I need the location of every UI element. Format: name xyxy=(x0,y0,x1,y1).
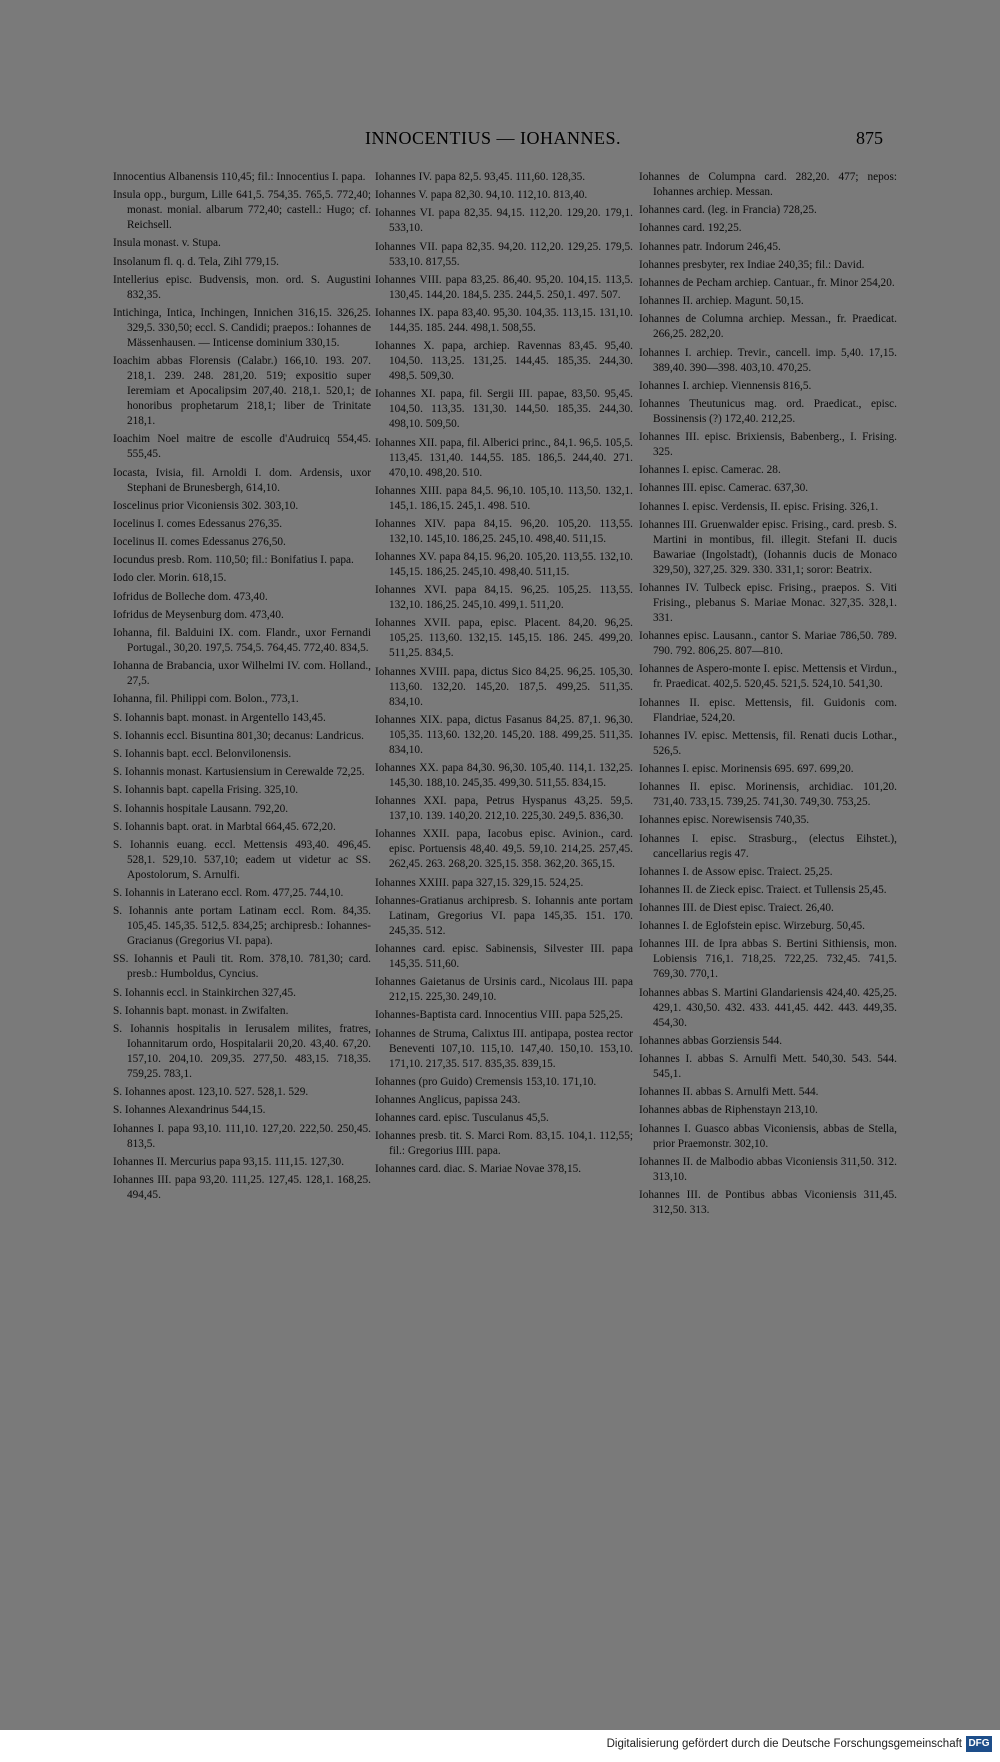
index-entry: Iohannes I. Guasco abbas Viconiensis, abbas de Stella, prior Praemonstr. 302,10. xyxy=(639,1122,897,1150)
index-entry: Insolanum fl. q. d. Tela, Zihl 779,15. xyxy=(113,255,279,268)
index-entry: Iohannes II. Mercurius papa 93,15. 111,15. 127,30. xyxy=(113,1155,345,1168)
index-entry: Iohannes de Columna archiep. Messan., fr. Praedicat. 266,25. 282,20. xyxy=(639,313,897,341)
index-entry: Iohannes episc. Norewisensis 740,35. xyxy=(639,814,810,827)
index-entry: Iohannes de Pecham archiep. Cantuar., fr. Minor 254,20. xyxy=(639,276,895,289)
footer-bar xyxy=(0,1730,1000,1762)
index-entry: Iohannes card. episc. Sabinensis, Silvester III. papa 145,35. 511,60. xyxy=(375,942,633,970)
index-entry: Iohannes-Baptista card. Innocentius VIII. papa 525,25. xyxy=(375,1009,623,1022)
index-entry: Iohannes abbas de Riphenstayn 213,10. xyxy=(639,1104,818,1117)
index-entry: Iohannes III. episc. Brixiensis, Babenberg., I. Frising. 325. xyxy=(639,431,897,459)
index-entry: Iohannes presb. tit. S. Marci Rom. 83,15. 104,1. 112,55; fil.: Gregorius IIII. papa. xyxy=(375,1130,633,1158)
index-entry: Iohannes III. Gruenwalder episc. Frising., card. presb. S. Martini in montibus, fil. illegit. Stefani II. ducis Bawariae (Ingolstadt), (Iohannis ducis de Monaco 329,50), 327,25. 329. 330. 331,1; soror: Beatrix. xyxy=(639,518,897,576)
index-entry: Iocelinus I. comes Edessanus 276,35. xyxy=(113,517,283,530)
index-entry: Iohannes card. diac. S. Mariae Novae 378,15. xyxy=(375,1163,582,1176)
index-entry: S. Iohannis hospitalis in Ierusalem milites, fratres, Iohannitarum ordo, Hospitalarii 20,20. 43,40. 67,20. 157,10. 204,10. 209,35. 277,50. 483,15. 718,35. 759,25. 783,1. xyxy=(113,1023,371,1080)
index-entry: Iohannes III. episc. Camerac. 637,30. xyxy=(639,482,809,495)
index-entry: Iohannes I. de Eglofstein episc. Wirzeburg. 50,45. xyxy=(639,920,865,933)
index-entry: Iohannes I. abbas S. Arnulfi Mett. 540,30. 543. 544. 545,1. xyxy=(639,1053,897,1080)
index-entry: Iohannes XXIII. papa 327,15. 329,15. 524,25. xyxy=(375,876,584,889)
index-entry: Iocelinus II. comes Edessanus 276,50. xyxy=(113,536,286,549)
index-entry: Iohannes de Struma, Calixtus III. antipapa, postea rector Beneventi 107,10. 115,10. 147,40. 150,10. 153,10. 171,10. 217,35. 517. 835,35. 839,15. xyxy=(375,1027,633,1070)
index-entry: Iohannes I. papa 93,10. 111,10. 127,20. 222,50. 250,45. 813,5. xyxy=(113,1122,371,1150)
index-entry: Iohannes II. archiep. Magunt. 50,15. xyxy=(639,295,804,308)
index-entry: Iohannes IV. Tulbeck episc. Frising., praepos. S. Viti Frising., plebanus S. Mariae Monac. 327,35. 328,1. 331. xyxy=(639,582,897,624)
index-entry: Iohannes presbyter, rex Indiae 240,35; fil.: David. xyxy=(639,258,865,271)
index-column-2 xyxy=(375,170,633,1181)
index-entry: S. Iohannis ante portam Latinam eccl. Rom. 84,35. 105,45. 145,35. 512,5. 834,25; archipresb.: Iohannes-Gracianus (Gregorius VI. papa). xyxy=(113,905,371,948)
index-entry: Ioscelinus prior Viconiensis 302. 303,10. xyxy=(113,499,299,512)
index-entry: Ioachim abbas Florensis (Calabr.) 166,10. 193. 207. 218,1. 239. 248. 281,20. 519; expositio super Ieremiam et Apocalipsim 207,40. 218,1. 520,1; de honoribus prophetarum 218,1; liber de Trinitate 218,1. xyxy=(113,355,371,428)
index-entry: Iohannes IV. episc. Mettensis, fil. Renati ducis Lothar., 526,5. xyxy=(639,729,897,757)
index-entry: Iohannes abbas S. Martini Glandariensis 424,40. 425,25. 429,1. 430,50. 432. 433. 441,45. 442. 443. 449,35. 454,30. xyxy=(639,986,897,1029)
index-entry: Iohannes card. episc. Tusculanus 45,5. xyxy=(375,1112,549,1125)
index-entry: Iofridus de Bolleche dom. 473,40. xyxy=(113,590,268,603)
index-entry: Iohannes I. archiep. Trevir., cancell. imp. 5,40. 17,15. 389,40. 390—398. 403,10. 470,25. xyxy=(639,346,897,374)
index-entry: Iohannes I. archiep. Viennensis 816,5. xyxy=(639,379,812,392)
index-entry: Iohannes abbas Gorziensis 544. xyxy=(639,1034,783,1047)
dfg-logo: DFG xyxy=(966,1736,992,1752)
index-entry: Innocentius Albanensis 110,45; fil.: Innocentius I. papa. xyxy=(113,171,366,183)
index-entry: Iohannes III. de Diest episc. Traiect. 26,40. xyxy=(639,902,834,915)
index-entry: Iohannes (pro Guido) Cremensis 153,10. 171,10. xyxy=(375,1075,597,1088)
index-entry: Iohannes-Gratianus archipresb. S. Iohannis ante portam Latinam, Gregorius VI. papa 145,35. 151. 170. 245,35. 512. xyxy=(375,894,633,937)
index-entry: Iohannes patr. Indorum 246,45. xyxy=(639,240,781,253)
index-entry: Iohannes episc. Lausann., cantor S. Mariae 786,50. 789. 790. 792. 806,25. 807—810. xyxy=(639,630,897,658)
index-entry: Iohannes I. de Assow episc. Traiect. 25,25. xyxy=(639,865,833,878)
index-entry: Iohannes VI. papa 82,35. 94,15. 112,20. 129,20. 179,1. 533,10. xyxy=(375,207,633,235)
index-entry: Iohannes IV. papa 82,5. 93,45. 111,60. 128,35. xyxy=(375,171,586,183)
index-column-1 xyxy=(113,170,371,1206)
index-entry: Iohannes XIX. papa, dictus Fasanus 84,25. 87,1. 96,30. 105,35. 113,60. 132,20. 145,20. 188. 499,25. 511,35. 834,10. xyxy=(375,713,633,756)
index-entry: Iohannes XVIII. papa, dictus Sico 84,25. 96,25. 105,30. 113,60. 132,20. 145,20. 187,5. 499,25. 511,35. 834,10. xyxy=(375,665,633,708)
index-entry: Iohannes IX. papa 83,40. 95,30. 104,35. 113,15. 131,10. 144,35. 185. 244. 498,1. 508,55. xyxy=(375,306,633,334)
index-entry: Intichinga, Intica, Inchingen, Innichen 316,15. 326,25. 329,5. 330,50; eccl. S. Candidi; praepos.: Iohannes de Mässenhausen. — Inticense dominium 330,15. xyxy=(113,306,371,349)
index-entry: Iohannes II. episc. Mettensis, fil. Guidonis com. Flandriae, 524,20. xyxy=(639,696,897,724)
index-entry: Iohannes III. de Pontibus abbas Viconiensis 311,45. 312,50. 313. xyxy=(639,1188,897,1216)
funding-credit: Digitalisierung gefördert durch die Deutsche Forschungsgemeinschaft xyxy=(606,1738,962,1750)
page-number: 875 xyxy=(856,128,883,148)
index-entry: Iohannes XXII. papa, Iacobus episc. Avinion., card. episc. Portuensis 48,40. 49,5. 59,10. 214,25. 257,45. 262,45. 263. 268,20. 325,15. 358. 362,20. 365,15. xyxy=(375,828,633,871)
index-entry: Iohannes III. papa 93,20. 111,25. 127,45. 128,1. 168,25. 494,45. xyxy=(113,1173,371,1201)
index-entry: Iohannes Theutunicus mag. ord. Praedicat., episc. Bossinensis (?) 172,40. 212,25. xyxy=(639,397,897,425)
index-entry: Iohanna, fil. Philippi com. Bolon., 773,1. xyxy=(113,693,299,706)
index-entry: Iohanna, fil. Balduini IX. com. Flandr., uxor Fernandi Portugal., 30,20. 197,5. 754,5. 764,45. 772,40. 834,5. xyxy=(113,627,371,654)
index-entry: Iohannes I. episc. Camerac. 28. xyxy=(639,464,781,477)
index-entry: Iohannes II. de Zieck episc. Traiect. et Tullensis 25,45. xyxy=(639,883,887,896)
index-entry: S. Iohannis bapt. orat. in Marbtal 664,45. 672,20. xyxy=(113,820,336,833)
index-entry: Iohannes XVI. papa 84,15. 96,25. 105,25. 113,55. 132,10. 186,25. 245,10. 499,1. 511,20. xyxy=(375,584,633,612)
index-entry: Intellerius episc. Budvensis, mon. ord. S. Augustini 832,35. xyxy=(113,273,371,301)
index-entry: Iohannes de Columpna card. 282,20. 477; nepos: Iohannes archiep. Messan. xyxy=(639,171,897,198)
index-entry: S. Iohannis euang. eccl. Mettensis 493,40. 496,45. 528,1. 529,10. 537,10; eadem ut videtur ac SS. Apostolorum, S. Arnulfi. xyxy=(113,838,371,881)
index-entry: Iocundus presb. Rom. 110,50; fil.: Bonifatius I. papa. xyxy=(113,554,354,567)
index-entry: Iohannes I. episc. Verdensis, II. episc. Frising. 326,1. xyxy=(639,500,879,513)
index-entry: Iohannes II. de Malbodio abbas Viconiensis 311,50. 312. 313,10. xyxy=(639,1155,897,1183)
index-entry: S. Iohannis bapt. capella Frising. 325,10. xyxy=(113,784,299,797)
index-entry: Iohannes II. abbas S. Arnulfi Mett. 544. xyxy=(639,1086,819,1099)
index-entry: S. Iohannis bapt. eccl. Belonvilonensis. xyxy=(113,747,292,760)
index-entry: Iohannes card. 192,25. xyxy=(639,222,742,235)
index-entry: Iohannes de Aspero-monte I. episc. Mettensis et Virdun., fr. Praedicat. 402,5. 520,45. 521,5. 524,10. 541,30. xyxy=(639,663,897,691)
index-entry: Iohannes III. de Ipra abbas S. Bertini Sithiensis, mon. Lobiensis 716,1. 718,25. 722,25. 732,45. 741,5. 769,30. 770,1. xyxy=(639,938,897,981)
index-entry: SS. Iohannis et Pauli tit. Rom. 378,10. 781,30; card. presb.: Humboldus, Cyncius. xyxy=(113,953,371,981)
index-entry: Iohannes XI. papa, fil. Sergii III. papae, 83,50. 95,45. 104,50. 113,35. 131,30. 144,50. 185,35. 244,30. 498,10. 509,50. xyxy=(375,388,633,431)
index-entry: Iohannes XVII. papa, episc. Placent. 84,20. 96,25. 105,25. 113,60. 132,15. 145,15. 186. 245. 499,20. 511,25. 834,5. xyxy=(375,617,633,660)
index-entry: Iofridus de Meysenburg dom. 473,40. xyxy=(113,608,284,621)
index-entry: Ioachim Noel maitre de escolle d'Audruicq 554,45. 555,45. xyxy=(113,433,371,461)
index-entry: Iohannes Gaietanus de Ursinis card., Nicolaus III. papa 212,15. 225,30. 249,10. xyxy=(375,976,633,1004)
running-title: INNOCENTIUS — IOHANNES. xyxy=(365,128,621,148)
index-entry: Iohannes Anglicus, papissa 243. xyxy=(375,1093,521,1106)
page-header xyxy=(0,128,1000,158)
index-entry: Iocasta, Ivisia, fil. Arnoldi I. dom. Ardensis, uxor Stephani de Brunesbergh, 614,10. xyxy=(113,466,371,494)
index-entry: Iohannes I. episc. Morinensis 695. 697. 699,20. xyxy=(639,762,854,775)
index-entry: Iohannes XIII. papa 84,5. 96,10. 105,10. 113,50. 132,1. 145,1. 186,15. 245,1. 498. 510. xyxy=(375,484,633,512)
index-entry: S. Iohannis in Laterano eccl. Rom. 477,25. 744,10. xyxy=(113,887,344,900)
index-entry: S. Iohannis eccl. Bisuntina 801,30; decanus: Landricus. xyxy=(113,729,364,742)
index-entry: S. Iohannis bapt. monast. in Zwifalten. xyxy=(113,1004,289,1017)
index-entry: Iohannes VII. papa 82,35. 94,20. 112,20. 129,25. 179,5. 533,10. 817,55. xyxy=(375,240,633,268)
index-entry: S. Iohannis bapt. monast. in Argentello 143,45. xyxy=(113,711,326,724)
index-entry: S. Iohannis monast. Kartusiensium in Cerewalde 72,25. xyxy=(113,766,365,779)
index-entry: Iohannes XV. papa 84,15. 96,20. 105,20. 113,55. 132,10. 145,15. 186,25. 245,10. 498,40. 511,15. xyxy=(375,551,633,579)
index-entry: S. Iohannis eccl. in Stainkirchen 327,45. xyxy=(113,986,296,999)
index-entry: Iohannes X. papa, archiep. Ravennas 83,45. 95,40. 104,50. 113,25. 131,25. 144,45. 185,35. 244,30. 498,5. 509,30. xyxy=(375,340,633,383)
index-entry: Iohannes XX. papa 84,30. 96,30. 105,40. 114,1. 132,25. 145,30. 188,10. 245,35. 499,30. 511,55. 834,15. xyxy=(375,762,633,789)
index-entry: Iohannes V. papa 82,30. 94,10. 112,10. 813,40. xyxy=(375,189,588,202)
index-entry: Iohannes XIV. papa 84,15. 96,20. 105,20. 113,55. 132,10. 145,10. 186,25. 245,10. 498,40. 511,15. xyxy=(375,517,633,545)
index-entry: S. Iohannes Alexandrinus 544,15. xyxy=(113,1104,266,1117)
index-entry: S. Iohannis hospitale Lausann. 792,20. xyxy=(113,802,289,815)
index-entry: Iohannes VIII. papa 83,25. 86,40. 95,20. 104,15. 113,5. 130,45. 144,20. 184,5. 235. 244,5. 250,1. 497. 507. xyxy=(375,273,633,301)
index-entry: Iohannes card. (leg. in Francia) 728,25. xyxy=(639,204,817,217)
index-entry: Insula monast. v. Stupa. xyxy=(113,237,221,250)
index-entry: Iohannes XII. papa, fil. Alberici princ., 84,1. 96,5. 105,5. 113,45. 131,40. 144,55. 185. 186,5. 244,40. 271. 470,10. 498,20. 510. xyxy=(375,436,633,479)
index-entry: S. Iohannes apost. 123,10. 527. 528,1. 529. xyxy=(113,1086,309,1099)
index-entry: Iohannes I. episc. Strasburg., (electus Eihstet.), cancellarius regis 47. xyxy=(639,832,897,860)
index-entry: Insula opp., burgum, Lille 641,5. 754,35. 765,5. 772,40; monast. monial. albarum 772,40; castell.: Hugo; cf. Reichsell. xyxy=(113,189,371,232)
index-entry: Iohannes XXI. papa, Petrus Hyspanus 43,25. 59,5. 137,10. 139. 140,20. 212,10. 225,30. 249,5. 836,30. xyxy=(375,795,633,823)
index-column-3 xyxy=(639,170,897,1221)
index-entry: Iohanna de Brabancia, uxor Wilhelmi IV. com. Holland., 27,5. xyxy=(113,660,371,688)
index-entry: Iohannes II. episc. Morinensis, archidiac. 101,20. 731,40. 733,15. 739,25. 741,30. 749,30. 753,25. xyxy=(639,781,897,809)
index-entry: Iodo cler. Morin. 618,15. xyxy=(113,572,227,585)
